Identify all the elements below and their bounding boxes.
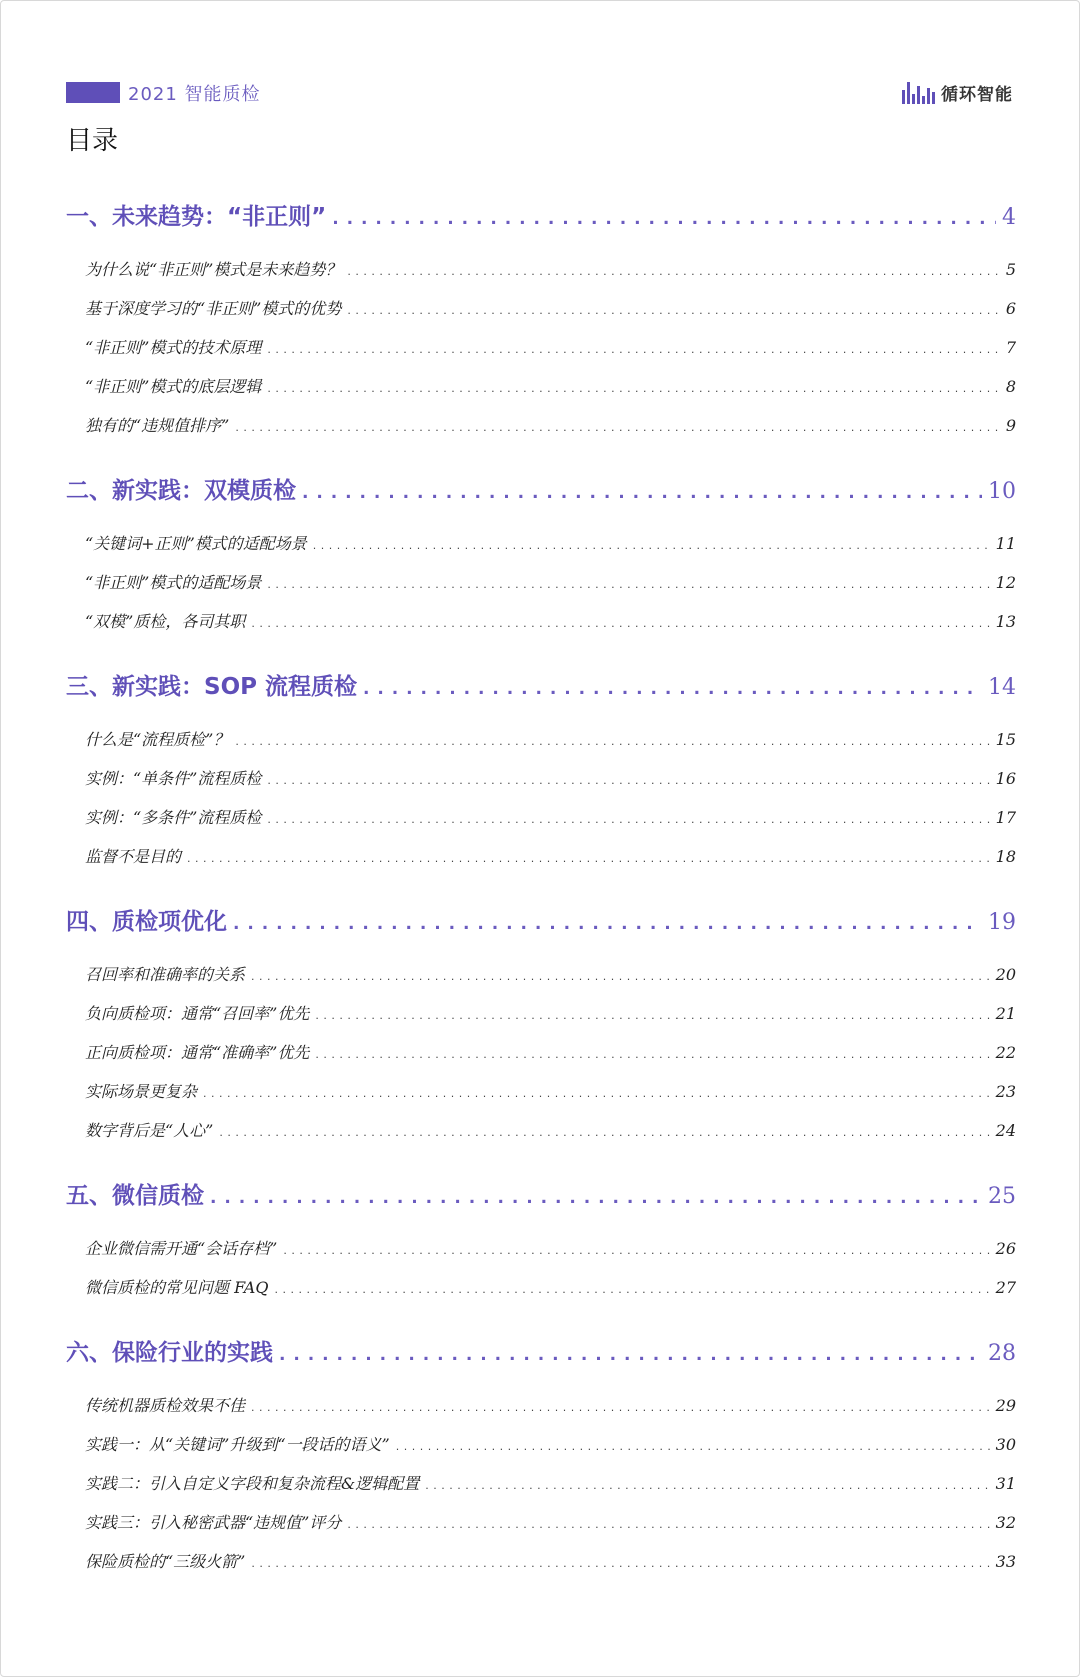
- toc-section-page: 25: [988, 1184, 1016, 1209]
- toc-section-page: 19: [988, 910, 1016, 935]
- toc-item[interactable]: [85, 1432, 1016, 1455]
- leader-dots: [363, 679, 982, 699]
- leader-dots: [283, 1244, 989, 1257]
- leader-dots: [267, 382, 999, 395]
- toc-item-page: 12: [995, 573, 1016, 592]
- leader-dots: [251, 970, 990, 983]
- toc-item-title: 实例：“单条件”流程质检: [85, 769, 262, 788]
- leader-dots: [332, 209, 996, 229]
- toc-item[interactable]: [85, 570, 1016, 593]
- toc-item-page: 31: [995, 1474, 1016, 1493]
- toc-item-title: 实践二：引入自定义字段和复杂流程&逻辑配置: [85, 1474, 420, 1493]
- toc-section-page: 28: [988, 1341, 1016, 1366]
- toc-item[interactable]: [85, 1549, 1016, 1572]
- toc-item-page: 9: [1005, 416, 1016, 435]
- toc-item[interactable]: [85, 1118, 1016, 1141]
- toc-item[interactable]: [85, 805, 1016, 828]
- toc-item[interactable]: [85, 844, 1016, 867]
- leader-dots: [210, 1188, 982, 1208]
- leader-dots: [219, 1126, 989, 1139]
- toc-item-page: 32: [995, 1513, 1016, 1532]
- toc-item[interactable]: [85, 609, 1016, 632]
- leader-dots: [313, 539, 990, 552]
- toc-section-title: 六、保险行业的实践: [66, 1340, 273, 1366]
- toc-item-page: 20: [995, 965, 1016, 984]
- toc-item-page: 17: [995, 808, 1016, 827]
- toc-item-title: “双模”质检，各司其职: [85, 612, 246, 631]
- toc-item-page: 21: [995, 1004, 1016, 1023]
- toc-item[interactable]: [85, 413, 1016, 436]
- toc-section[interactable]: [66, 1334, 1016, 1367]
- toc-item-page: 23: [995, 1082, 1016, 1101]
- toc-item[interactable]: [85, 335, 1016, 358]
- toc-item-title: 实践三：引入秘密武器“违规值”评分: [85, 1513, 342, 1532]
- toc-section-page: 10: [988, 479, 1016, 504]
- leader-dots: [251, 1557, 989, 1570]
- toc-item-page: 33: [995, 1552, 1016, 1571]
- toc-item[interactable]: [85, 531, 1016, 554]
- toc-item[interactable]: [85, 374, 1016, 397]
- leader-dots: [347, 304, 999, 317]
- toc-item-title: 负向质检项：通常“召回率”优先: [85, 1004, 310, 1023]
- leader-dots: [187, 852, 990, 865]
- toc-item-page: 26: [995, 1239, 1016, 1258]
- toc-section-page: 14: [988, 675, 1016, 700]
- brand-bars-icon: [902, 82, 935, 104]
- header-title: 2021 智能质检: [128, 84, 261, 105]
- leader-dots: [315, 1048, 989, 1061]
- toc-item-title: 保险质检的“三级火箭”: [85, 1552, 246, 1571]
- toc-item-title: 基于深度学习的“非正则”模式的优势: [85, 299, 342, 318]
- toc-item-page: 24: [995, 1121, 1016, 1140]
- toc-item[interactable]: [85, 1510, 1016, 1533]
- toc-item-page: 27: [995, 1278, 1016, 1297]
- toc-item-page: 8: [1005, 377, 1016, 396]
- toc-item-title: 实例：“多条件”流程质检: [85, 808, 262, 827]
- toc-item[interactable]: [85, 1471, 1016, 1494]
- toc-item-title: 实践一：从“关键词”升级到“一段话的语义”: [85, 1435, 390, 1454]
- toc-item-title: “非正则”模式的适配场景: [85, 573, 262, 592]
- toc-item-title: 什么是“流程质检”？: [85, 730, 230, 749]
- leader-dots: [251, 1401, 990, 1414]
- toc-item-title: 独有的“违规值排序”: [85, 416, 230, 435]
- toc-section[interactable]: [66, 198, 1016, 231]
- toc-item[interactable]: [85, 962, 1016, 985]
- toc-item[interactable]: [85, 727, 1016, 750]
- toc-item-page: 18: [995, 847, 1016, 866]
- toc-item[interactable]: [85, 766, 1016, 789]
- toc-item-title: 企业微信需开通“会话存档”: [85, 1239, 278, 1258]
- toc-item-title: 传统机器质检效果不佳: [85, 1396, 246, 1415]
- toc-item-page: 29: [995, 1396, 1016, 1415]
- toc-item[interactable]: [85, 1236, 1016, 1259]
- leader-dots: [251, 617, 989, 630]
- leader-dots: [302, 483, 982, 503]
- leader-dots: [396, 1440, 990, 1453]
- toc-item-title: “关键词+正则”模式的适配场景: [85, 534, 307, 553]
- toc-item-page: 11: [995, 534, 1016, 553]
- toc-section[interactable]: [66, 903, 1016, 936]
- leader-dots: [425, 1479, 989, 1492]
- toc-section[interactable]: [66, 668, 1016, 701]
- toc-item-page: 30: [995, 1435, 1016, 1454]
- leader-dots: [274, 1283, 989, 1296]
- toc-item-title: 为什么说“非正则”模式是未来趋势？: [85, 260, 342, 279]
- toc-item[interactable]: [85, 1079, 1016, 1102]
- toc-section-page: 4: [1002, 205, 1016, 230]
- toc-item-page: 7: [1005, 338, 1016, 357]
- leader-dots: [267, 343, 999, 356]
- toc-item-title: “非正则”模式的技术原理: [85, 338, 262, 357]
- toc-section-title: 三、新实践：SOP 流程质检: [66, 674, 357, 700]
- toc-heading: 目录: [66, 126, 119, 156]
- leader-dots: [235, 735, 989, 748]
- toc-item-page: 5: [1005, 260, 1016, 279]
- leader-dots: [267, 578, 989, 591]
- leader-dots: [235, 421, 999, 434]
- toc-item-page: 6: [1005, 299, 1016, 318]
- toc-item[interactable]: [85, 1393, 1016, 1416]
- toc-item[interactable]: [85, 1275, 1016, 1298]
- toc-item[interactable]: [85, 257, 1016, 280]
- leader-dots: [267, 813, 989, 826]
- toc-item[interactable]: [85, 296, 1016, 319]
- leader-dots: [203, 1087, 990, 1100]
- toc-item-title: 数字背后是“人心”: [85, 1121, 214, 1140]
- leader-dots: [233, 914, 982, 934]
- leader-dots: [267, 774, 989, 787]
- toc-section-title: 二、新实践：双模质检: [66, 478, 296, 504]
- toc-item-title: 监督不是目的: [85, 847, 182, 866]
- toc-item-title: “非正则”模式的底层逻辑: [85, 377, 262, 396]
- toc-item-title: 实际场景更复杂: [85, 1082, 198, 1101]
- leader-dots: [347, 265, 999, 278]
- toc-section-title: 五、微信质检: [66, 1183, 204, 1209]
- toc-item-title: 召回率和准确率的关系: [85, 965, 246, 984]
- leader-dots: [315, 1009, 989, 1022]
- toc-item[interactable]: [85, 1040, 1016, 1063]
- leader-dots: [279, 1345, 982, 1365]
- brand-logo: [902, 80, 1013, 105]
- toc-item-page: 16: [995, 769, 1016, 788]
- header-accent-bar: [66, 82, 120, 103]
- toc-section[interactable]: [66, 472, 1016, 505]
- toc-item-title: 正向质检项：通常“准确率”优先: [85, 1043, 310, 1062]
- toc-item-page: 15: [995, 730, 1016, 749]
- toc-section[interactable]: [66, 1177, 1016, 1210]
- brand-name: 循环智能: [941, 85, 1013, 105]
- toc-section-title: 一、未来趋势：“非正则”: [66, 204, 327, 230]
- toc-item-page: 22: [995, 1043, 1016, 1062]
- toc-item-title: 微信质检的常见问题 FAQ: [85, 1278, 269, 1297]
- toc-section-title: 四、质检项优化: [66, 909, 227, 935]
- toc-item[interactable]: [85, 1001, 1016, 1024]
- leader-dots: [347, 1518, 989, 1531]
- toc-item-page: 13: [995, 612, 1016, 631]
